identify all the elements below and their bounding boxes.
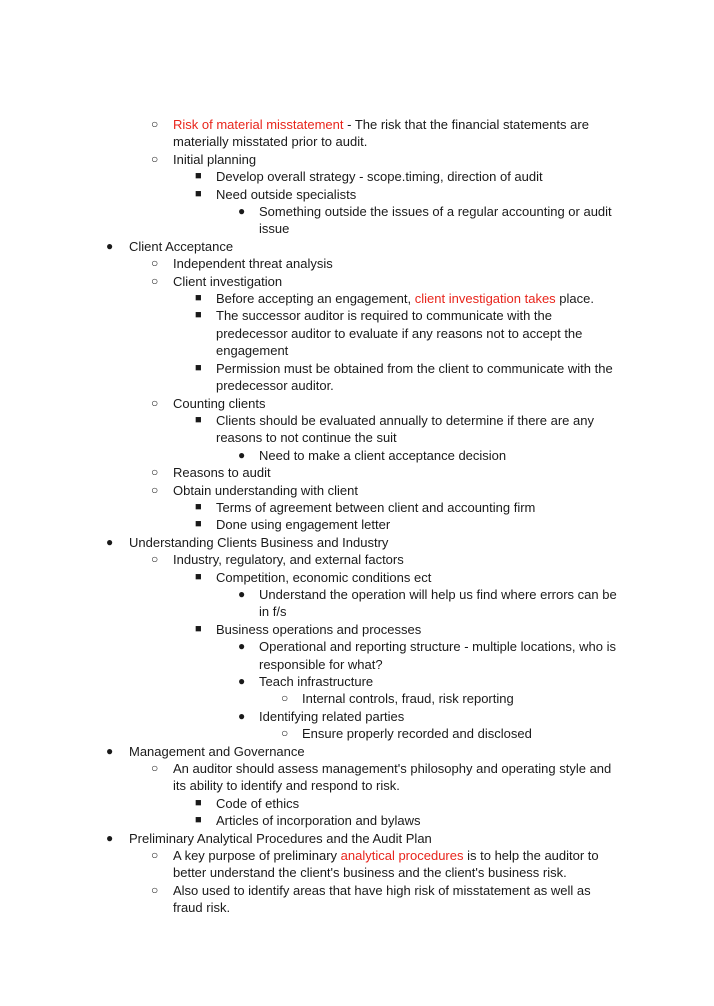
bullet-marker: ○ (151, 395, 159, 410)
item-text: Terms of agreement between client and accounting firm (216, 499, 536, 515)
list-item (0, 464, 623, 481)
list-item (0, 499, 623, 516)
bullet-marker: ● (106, 743, 114, 758)
bullet-marker: ■ (195, 413, 202, 426)
item-text: Articles of incorporation and bylaws (216, 813, 421, 829)
item-text: Permission must be obtained from the client to communicate with the predecessor auditor. (216, 360, 613, 394)
item-text: - The risk that the financial statements are materially misstated prior to audit. (173, 117, 589, 150)
item-text: Competition, economic conditions ect (216, 569, 432, 585)
item-text: Something outside the issues of a regular accounting or audit issue (259, 204, 612, 237)
bullet-marker: ○ (281, 691, 289, 706)
item-text: Also used to identify areas that have high risk of misstatement as well as fraud risk. (173, 882, 591, 916)
list-item (0, 743, 623, 760)
item-text: Identifying related parties (259, 708, 405, 724)
bullet-marker: ○ (151, 882, 159, 897)
list-item (0, 847, 623, 882)
bullet-marker: ● (238, 447, 246, 462)
bullet-marker: ● (106, 534, 114, 549)
list-item (0, 186, 623, 203)
list-item (0, 760, 623, 795)
bullet-marker: ○ (151, 761, 159, 776)
item-text: Counting clients (173, 395, 266, 411)
bullet-marker: ○ (151, 482, 159, 497)
item-text: The successor auditor is required to communicate with the predecessor auditor to evaluate if any reasons not to accept the engagement (216, 308, 583, 359)
list-item (0, 551, 623, 568)
bullet-marker: ○ (151, 465, 159, 480)
item-text: Understand the operation will help us find where errors can be in f/s (259, 586, 617, 620)
list-item (0, 203, 623, 238)
item-text: Develop overall strategy - scope.timing, direction of audit (216, 169, 543, 185)
list-item (0, 673, 623, 690)
list-item (0, 116, 623, 151)
list-item (0, 795, 623, 812)
item-text: Preliminary Analytical Procedures and the Audit Plan (129, 830, 432, 846)
bullet-marker: ● (238, 639, 246, 654)
list-item (0, 516, 623, 533)
list-item (0, 534, 623, 551)
list-item (0, 412, 623, 447)
document-body (0, 116, 714, 917)
item-text: Teach infrastructure (259, 674, 374, 689)
item-text: Clients should be evaluated annually to determine if there are any reasons to not continue the suit (216, 412, 594, 446)
bullet-marker: ■ (195, 292, 202, 305)
item-text: Before accepting an engagement, (216, 291, 415, 307)
item-text: Internal controls, fraud, risk reporting (302, 691, 514, 707)
bullet-marker: ■ (195, 170, 202, 183)
item-text: Need to make a client acceptance decision (259, 447, 507, 463)
list-item (0, 621, 623, 638)
item-text: Reasons to audit (173, 465, 271, 481)
list-item (0, 307, 623, 359)
item-text: Obtain understanding with client (173, 482, 359, 498)
item-text: Independent threat analysis (173, 256, 333, 272)
list-item (0, 290, 623, 307)
item-text: Client Acceptance (129, 238, 234, 254)
list-item (0, 255, 623, 272)
item-text: Initial planning (173, 151, 257, 167)
item-text: An auditor should assess management's philosophy and operating style and its ability to identify and respond to risk. (173, 761, 612, 794)
highlighted-term: analytical procedures (340, 848, 464, 864)
bullet-marker: ● (238, 708, 246, 723)
bullet-marker: ■ (195, 309, 202, 322)
list-item (0, 830, 623, 847)
item-text: place. (555, 291, 594, 307)
item-text: Ensure properly recorded and disclosed (302, 726, 532, 742)
bullet-marker: ○ (281, 726, 289, 741)
bullet-marker: ○ (151, 256, 159, 271)
bullet-marker: ● (106, 830, 114, 845)
item-text: Operational and reporting structure - multiple locations, who is responsible for what? (259, 639, 616, 672)
list-item (0, 238, 623, 255)
bullet-marker: ■ (195, 814, 202, 827)
bullet-marker: ○ (151, 848, 159, 863)
list-item (0, 569, 623, 586)
bullet-marker: ■ (195, 500, 202, 513)
item-text: is to help the auditor to better understand the client's business and the client's business risk. (173, 848, 599, 881)
bullet-marker: ■ (195, 187, 202, 200)
list-item (0, 638, 623, 673)
bullet-marker: ● (106, 238, 114, 253)
item-text: Code of ethics (216, 795, 300, 811)
list-item (0, 690, 623, 707)
item-text: Business operations and processes (216, 621, 422, 637)
item-text: Management and Governance (129, 743, 305, 759)
item-text: Client investigation (173, 273, 283, 289)
highlighted-term: Risk of material misstatement (173, 117, 344, 132)
bullet-marker: ● (238, 674, 246, 688)
list-item (0, 812, 623, 829)
bullet-marker: ■ (195, 518, 202, 531)
item-text: Understanding Clients Business and Industry (129, 534, 389, 550)
item-text: A key purpose of preliminary (173, 848, 341, 864)
bullet-marker: ○ (151, 273, 159, 288)
list-item (0, 447, 623, 464)
list-item (0, 273, 623, 290)
list-item (0, 360, 623, 395)
bullet-marker: ● (238, 586, 246, 601)
item-text: Done using engagement letter (216, 517, 391, 533)
list-item (0, 708, 623, 725)
list-item (0, 395, 623, 412)
bullet-marker: ■ (195, 796, 202, 809)
highlighted-term: client investigation takes (414, 291, 556, 307)
bullet-marker: ■ (195, 622, 202, 635)
bullet-marker: ■ (195, 361, 202, 374)
list-item (0, 168, 623, 185)
item-text: Need outside specialists (216, 186, 357, 202)
bullet-marker: ■ (195, 570, 202, 583)
list-item (0, 482, 623, 499)
bullet-marker: ● (238, 204, 246, 219)
list-item (0, 586, 623, 621)
item-text: Industry, regulatory, and external factors (173, 552, 404, 568)
list-item (0, 882, 623, 917)
list-item (0, 151, 623, 168)
list-item (0, 725, 623, 742)
bullet-marker: ○ (151, 552, 159, 567)
bullet-marker: ○ (151, 151, 159, 166)
bullet-marker: ○ (151, 117, 159, 131)
